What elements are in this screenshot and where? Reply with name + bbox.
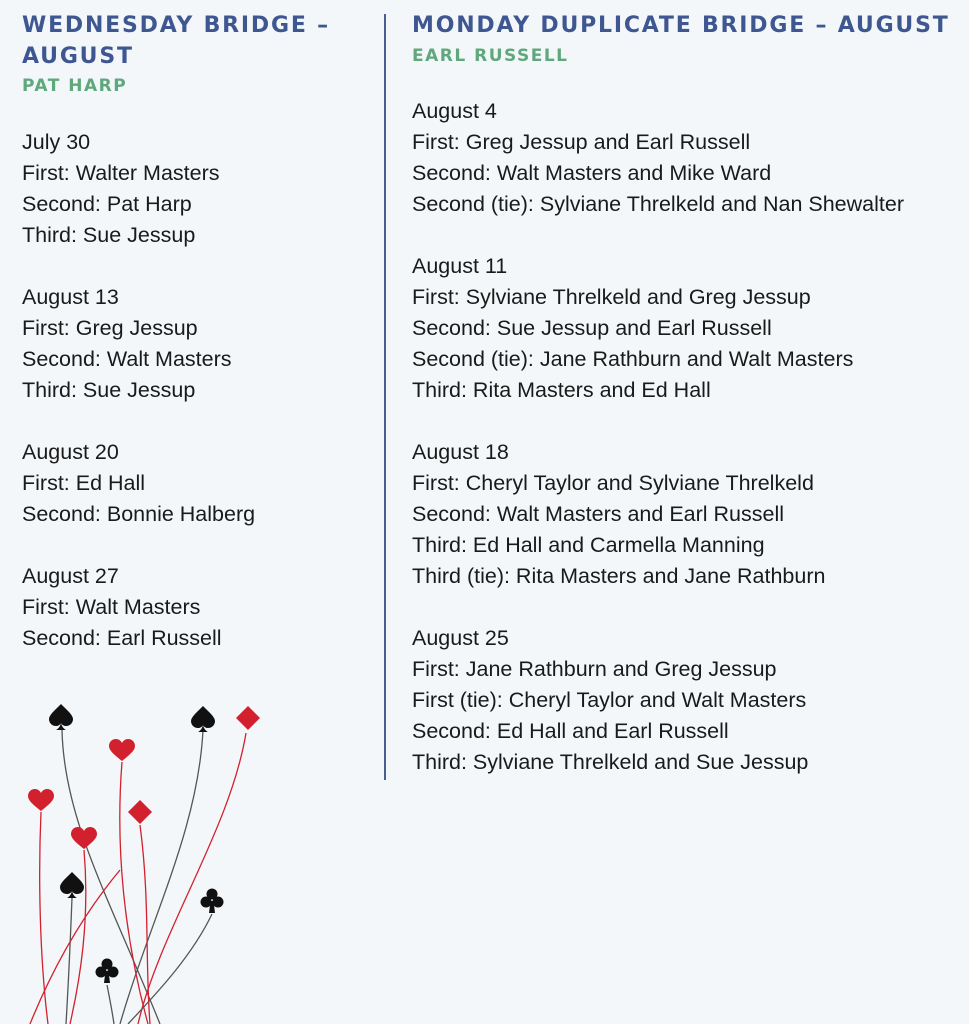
result-block xyxy=(22,282,362,406)
result-block xyxy=(412,96,967,220)
result-date: July 30 xyxy=(22,130,91,154)
result-line: First (tie): Cheryl Taylor and Walt Masters xyxy=(412,688,807,712)
spade-icon xyxy=(191,706,215,732)
result-line: Third: Rita Masters and Ed Hall xyxy=(412,378,711,402)
club-icon xyxy=(96,959,119,984)
wednesday-results xyxy=(22,127,362,654)
result-line: Third: Sylviane Threlkeld and Sue Jessup xyxy=(412,750,809,774)
stems xyxy=(30,730,246,1024)
wednesday-title-line2: AUGUST xyxy=(22,44,134,69)
heart-icon xyxy=(71,827,97,849)
result-line: First: Greg Jessup xyxy=(22,316,198,340)
result-line: First: Sylviane Threlkeld and Greg Jessup xyxy=(412,285,811,309)
playing-card-suits-decoration xyxy=(0,690,300,1024)
monday-author: EARL RUSSELL xyxy=(412,46,569,66)
monday-title: MONDAY DUPLICATE BRIDGE – AUGUST xyxy=(412,13,950,38)
result-line: Second: Earl Russell xyxy=(22,626,222,650)
result-block xyxy=(412,437,967,592)
spade-icon xyxy=(49,704,73,730)
result-line: Second: Walt Masters xyxy=(22,347,232,371)
wednesday-title-line1: WEDNESDAY BRIDGE – xyxy=(22,13,330,38)
result-line: Third (tie): Rita Masters and Jane Rathburn xyxy=(412,564,826,588)
result-line: First: Jane Rathburn and Greg Jessup xyxy=(412,657,777,681)
result-date: August 20 xyxy=(22,440,119,464)
result-block xyxy=(22,127,362,251)
result-date: August 25 xyxy=(412,626,509,650)
result-line: First: Greg Jessup and Earl Russell xyxy=(412,130,751,154)
diamond-icon xyxy=(236,706,260,730)
result-block xyxy=(412,251,967,406)
result-line: First: Ed Hall xyxy=(22,471,146,495)
result-line: Third: Sue Jessup xyxy=(22,223,196,247)
result-line: Second: Walt Masters and Earl Russell xyxy=(412,502,785,526)
result-line: Third: Sue Jessup xyxy=(22,378,196,402)
result-line: Third: Ed Hall and Carmella Manning xyxy=(412,533,765,557)
result-line: Second: Sue Jessup and Earl Russell xyxy=(412,316,772,340)
monday-results xyxy=(412,96,967,778)
result-line: Second: Pat Harp xyxy=(22,192,192,216)
diamond-icon xyxy=(128,800,152,824)
club-icon xyxy=(201,889,224,914)
spade-icon xyxy=(60,872,84,898)
result-line: Second (tie): Jane Rathburn and Walt Masters xyxy=(412,347,854,371)
result-line: First: Cheryl Taylor and Sylviane Threlkeld xyxy=(412,471,814,495)
result-line: Second (tie): Sylviane Threlkeld and Nan Shewalter xyxy=(412,192,904,216)
result-line: First: Walt Masters xyxy=(22,595,201,619)
result-block xyxy=(22,437,362,530)
result-date: August 13 xyxy=(22,285,119,309)
result-date: August 11 xyxy=(412,254,508,278)
wednesday-bridge-section xyxy=(22,10,362,685)
monday-bridge-section xyxy=(412,10,967,809)
result-line: Second: Ed Hall and Earl Russell xyxy=(412,719,729,743)
heart-icon xyxy=(109,739,135,761)
result-date: August 27 xyxy=(22,564,119,588)
result-line: First: Walter Masters xyxy=(22,161,220,185)
result-date: August 4 xyxy=(412,99,497,123)
wednesday-author: PAT HARP xyxy=(22,76,128,96)
heart-icon xyxy=(28,789,54,811)
column-divider xyxy=(384,14,386,780)
result-block xyxy=(22,561,362,654)
result-line: Second: Bonnie Halberg xyxy=(22,502,256,526)
wednesday-title xyxy=(22,10,362,72)
result-block xyxy=(412,623,967,778)
result-line: Second: Walt Masters and Mike Ward xyxy=(412,161,772,185)
result-date: August 18 xyxy=(412,440,509,464)
